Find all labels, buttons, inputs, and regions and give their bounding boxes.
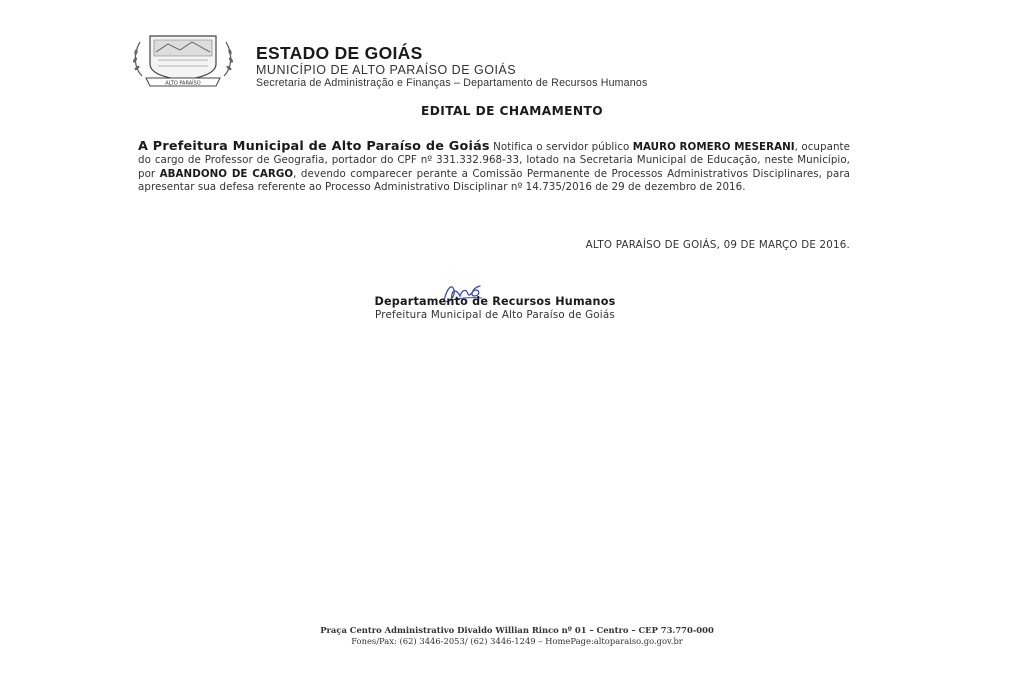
svg-text:ALTO PARAÍSO: ALTO PARAÍSO [165,80,201,87]
notice-lead: A Prefeitura Municipal de Alto Paraíso de Goiás [138,139,490,154]
footer-address: Praça Centro Administrativo Divaldo Willian Rinco nº 01 – Centro – CEP 73.770-000 [320,625,714,635]
municipality-name: MUNICÍPIO DE ALTO PARAÍSO DE GOIÁS [256,63,517,77]
employee-name: MAURO ROMERO MESERANI [632,141,795,153]
signature-prefecture: Prefeitura Municipal de Alto Paraíso de Goiás [375,309,615,321]
notice-text-2: , ocupante do cargo de Professor de Geografia, portador do CPF nº 331.332.968-33, lotado na Secretaria Municipal de Educação, neste Município, por [138,141,850,180]
notice-text-1: Notifica o servidor público [489,141,633,153]
municipal-coat-of-arms-icon [128,30,238,90]
notice-body [138,140,850,195]
notice-reason: ABANDONO DE CARGO [159,167,294,180]
document-title: EDITAL DE CHAMAMENTO [421,104,603,118]
signature-department: Departamento de Recursos Humanos [374,295,616,308]
footer-contact: Fones/Pax: (62) 3446-2053/ (62) 3446-1249 – HomePage:altoparaiso.go.gov.br [351,636,683,646]
notice-text-3: , devendo comparecer perante a Comissão Permanente de Processos Administrativos Disciplinares, para apresentar sua defesa referente ao Processo Administrativo Disciplinar nº 14.735/2016 de 29 de dezembro de 2016. [138,167,850,194]
letterhead [256,44,647,90]
secretariat-line: Secretaria de Administração e Finanças – Departamento de Recursos Humanos [256,77,648,89]
date-line: ALTO PARAÍSO DE GOIÁS, 09 DE MARÇO DE 2016. [585,239,850,251]
state-title: ESTADO DE GOIÁS [256,43,423,63]
